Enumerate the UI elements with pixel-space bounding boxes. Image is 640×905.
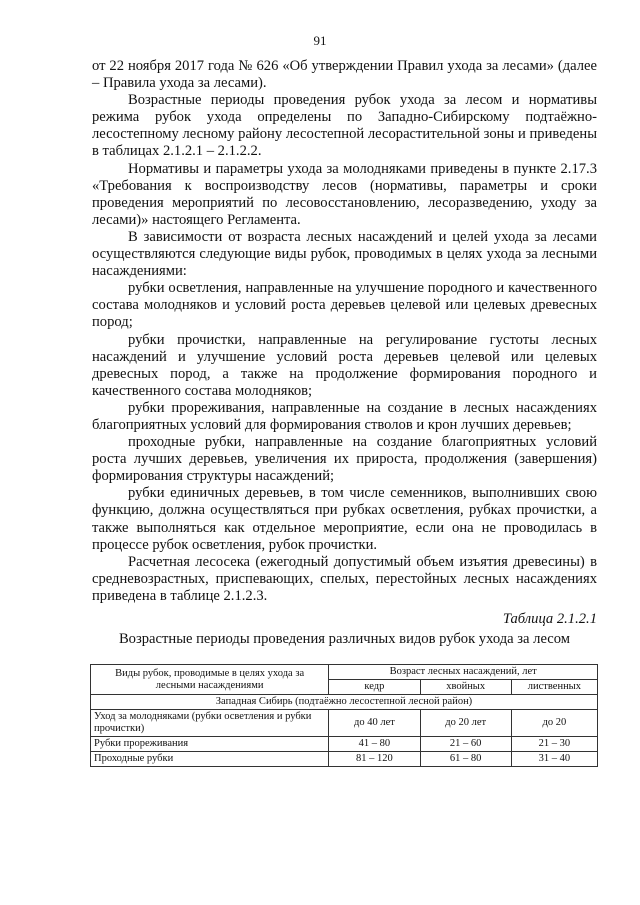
- region-label: Западная Сибирь (подтаёжно лесостепной лесной район): [91, 695, 598, 710]
- row-label: Проходные рубки: [91, 752, 329, 767]
- paragraph: рубки прореживания, направленные на создание в лесных насаждениях благоприятных условий для формирования стволов и крон лучших деревьев;: [92, 399, 597, 433]
- table-cell: 41 – 80: [329, 737, 420, 752]
- table-cell: до 20 лет: [420, 710, 511, 737]
- cutting-periods-table: [90, 664, 598, 767]
- table-cell: 21 – 30: [511, 737, 597, 752]
- table-title: Возрастные периоды проведения различных видов рубок ухода за лесом: [118, 631, 571, 647]
- page-number: 91: [313, 33, 327, 48]
- paragraph: Нормативы и параметры ухода за молодняками приведены в пункте 2.17.3 «Требования к воспроизводству лесов (нормативы, параметры и сроки проведения мероприятий по лесовосстановлению, лесоразведению, уходу за лесами)» настоящего Регламента.: [92, 160, 597, 228]
- paragraph: рубки осветления, направленные на улучшение породного и качественного состава молодняков и условий роста деревьев целевой или целевых древесных пород;: [92, 280, 597, 331]
- table-cell: 21 – 60: [420, 737, 511, 752]
- header-age-group: Возраст лесных насаждений, лет: [329, 665, 598, 680]
- paragraph: Возрастные периоды проведения рубок ухода за лесом и нормативы режима рубок ухода определены по Западно-Сибирскому подтаёжно-лесостепному лесному району лесостепной лесорастительной зоны и приведены в таблицах 2.1.2.1 – 2.1.2.2.: [92, 92, 597, 160]
- table-cell: 61 – 80: [420, 752, 511, 767]
- table-row: [91, 752, 598, 767]
- paragraph: проходные рубки, направленные на создание благоприятных условий роста лучших деревьев, увеличения их прироста, продолжения (завершения) формирования структуры насаждений;: [92, 434, 597, 485]
- row-label: Уход за молодняками (рубки осветления и рубки прочистки): [91, 710, 329, 737]
- table-cell: 31 – 40: [511, 752, 597, 767]
- column-header: лиственных: [511, 680, 597, 695]
- row-label: Рубки прореживания: [91, 737, 329, 752]
- table-cell: 81 – 120: [329, 752, 420, 767]
- body-text: [92, 58, 597, 605]
- paragraph: рубки прочистки, направленные на регулирование густоты лесных насаждений и улучшение условий роста деревьев целевой или целевых древесных пород, а также на продолжение формирования породного и качественного состава молодняков;: [92, 331, 597, 399]
- table-row: [91, 737, 598, 752]
- header-cutting-types: Виды рубок, проводимые в целях ухода за лесными насаждениями: [91, 665, 329, 695]
- paragraph: Расчетная лесосека (ежегодный допустимый объем изъятия древесины) в средневозрастных, приспевающих, спелых, перестойных лесных насаждениях приведена в таблице 2.1.2.3.: [92, 553, 597, 604]
- table-label: Таблица 2.1.2.1: [502, 611, 597, 627]
- paragraph: от 22 ноября 2017 года № 626 «Об утверждении Правил ухода за лесами» (далее – Правила ухода за лесами).: [92, 58, 597, 92]
- paragraph: рубки единичных деревьев, в том числе семенников, выполнивших свою функцию, должна осуществляться при рубках осветления, рубках прочистки, а также выполняться как отдельное мероприятие, если она не проводилась в процессе рубок осветления, рубок прочистки.: [92, 485, 597, 553]
- table-region-row: [91, 695, 598, 710]
- column-header: хвойных: [420, 680, 511, 695]
- table-cell: до 20: [511, 710, 597, 737]
- table-cell: до 40 лет: [329, 710, 420, 737]
- table-header-row: [91, 665, 598, 680]
- table-row: [91, 710, 598, 737]
- paragraph: В зависимости от возраста лесных насаждений и целей ухода за лесами осуществляются следующие виды рубок, проводимых в целях ухода за лесными насаждениями:: [92, 228, 597, 280]
- column-header: кедр: [329, 680, 420, 695]
